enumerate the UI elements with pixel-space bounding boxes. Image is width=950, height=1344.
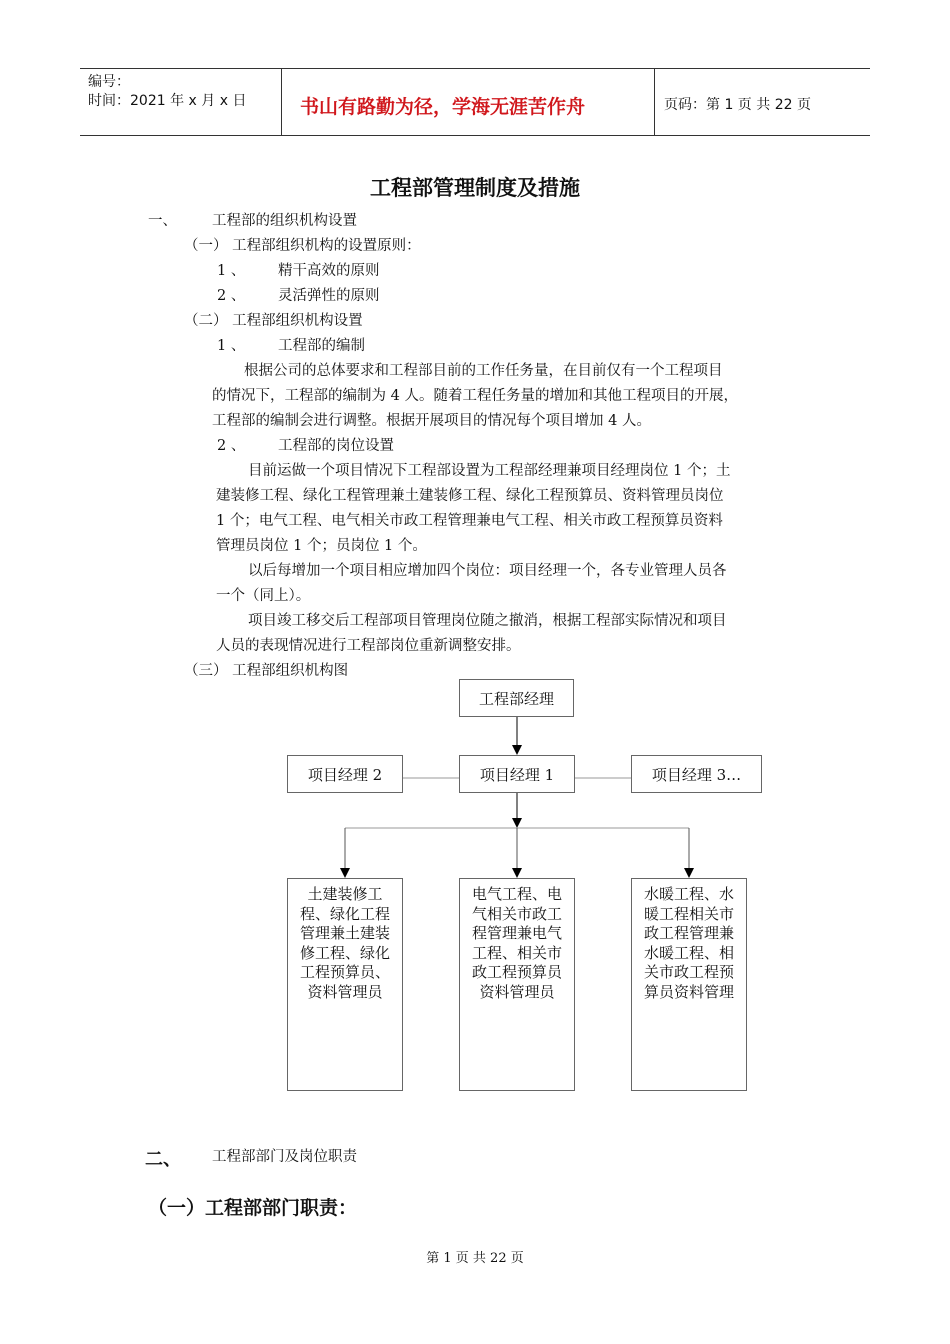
para1-line1: 根据公司的总体要求和工程部目前的工作任务量，在目前仅有一个工程项目 <box>244 363 723 379</box>
para2-line1: 目前运做一个项目情况下工程部设置为工程部经理兼项目经理岗位 1 个；土 <box>248 463 731 479</box>
para2-line4: 管理员岗位 1 个；员岗位 1 个。 <box>216 538 427 554</box>
page-footer: 第 1 页 共 22 页 <box>426 1251 524 1266</box>
section1-heading: 工程部的组织机构设置 <box>212 213 357 229</box>
org-box-pm2: 项目经理 2 <box>287 755 403 793</box>
section2-number: 二、 <box>145 1149 181 1170</box>
sub2-item1-number: 1 、 <box>217 338 246 354</box>
header-motto: 书山有路勤为径，学海无涯苦作舟 <box>300 96 586 118</box>
sub1-item1: 精干高效的原则 <box>278 263 380 279</box>
para3-line1: 以后每增加一个项目相应增加四个岗位：项目经理一个，各专业管理人员各 <box>248 563 727 579</box>
sub1-label: （一） 工程部组织机构的设置原则： <box>184 238 421 254</box>
para1-line2: 的情况下，工程部的编制为 4 人。随着工程任务量的增加和其他工程项目的开展， <box>212 388 738 404</box>
para2-line3: 1 个；电气工程、电气相关市政工程管理兼电气工程、相关市政工程预算员资料 <box>216 513 723 529</box>
section1-number: 一、 <box>148 213 177 229</box>
sub2-item1: 工程部的编制 <box>278 338 365 354</box>
org-box-pm1: 项目经理 1 <box>459 755 575 793</box>
para4-line1: 项目竣工移交后工程部项目管理岗位随之撤消，根据工程部实际情况和项目 <box>248 613 727 629</box>
header-number-label: 编号： <box>88 74 130 90</box>
para2-line2: 建装修工程、绿化工程管理兼土建装修工程、绿化工程预算员、资料管理员岗位 <box>216 488 724 504</box>
document-title: 工程部管理制度及措施 <box>370 176 580 200</box>
sub2-item2-number: 2 、 <box>217 438 246 454</box>
sub1-item2-number: 2 、 <box>217 288 246 304</box>
org-box-pm3: 项目经理 3… <box>631 755 762 793</box>
sub2-label: （二） 工程部组织机构设置 <box>184 313 363 329</box>
sub3-label: （三） 工程部组织机构图 <box>184 663 349 679</box>
org-box-staff-right: 水暖工程、水暖工程相关市政工程管理兼水暖工程、相关市政工程预算员资料管理 <box>631 878 747 1091</box>
org-box-staff-center: 电气工程、电气相关市政工程管理兼电气工程、相关市政工程预算员资料管理员 <box>459 878 575 1091</box>
para4-line2: 人员的表现情况进行工程部岗位重新调整安排。 <box>216 638 521 654</box>
section2-heading: 工程部部门及岗位职责 <box>212 1149 357 1165</box>
org-box-staff-left: 土建装修工程、绿化工程管理兼土建装修工程、绿化工程预算员、资料管理员 <box>287 878 403 1091</box>
header-page-info: 页码：第 1 页 共 22 页 <box>664 97 811 113</box>
sub1-item1-number: 1 、 <box>217 263 246 279</box>
sub2-item2: 工程部的岗位设置 <box>278 438 394 454</box>
section2-sub1: （一）工程部部门职责： <box>148 1197 358 1219</box>
org-box-manager: 工程部经理 <box>459 679 574 717</box>
para3-line2: 一个（同上）。 <box>216 588 311 604</box>
para1-line3: 工程部的编制会进行调整。根据开展项目的情况每个项目增加 4 人。 <box>212 413 651 429</box>
sub1-item2: 灵活弹性的原则 <box>278 288 380 304</box>
header-date: 时间：2021 年 x 月 x 日 <box>88 93 247 109</box>
